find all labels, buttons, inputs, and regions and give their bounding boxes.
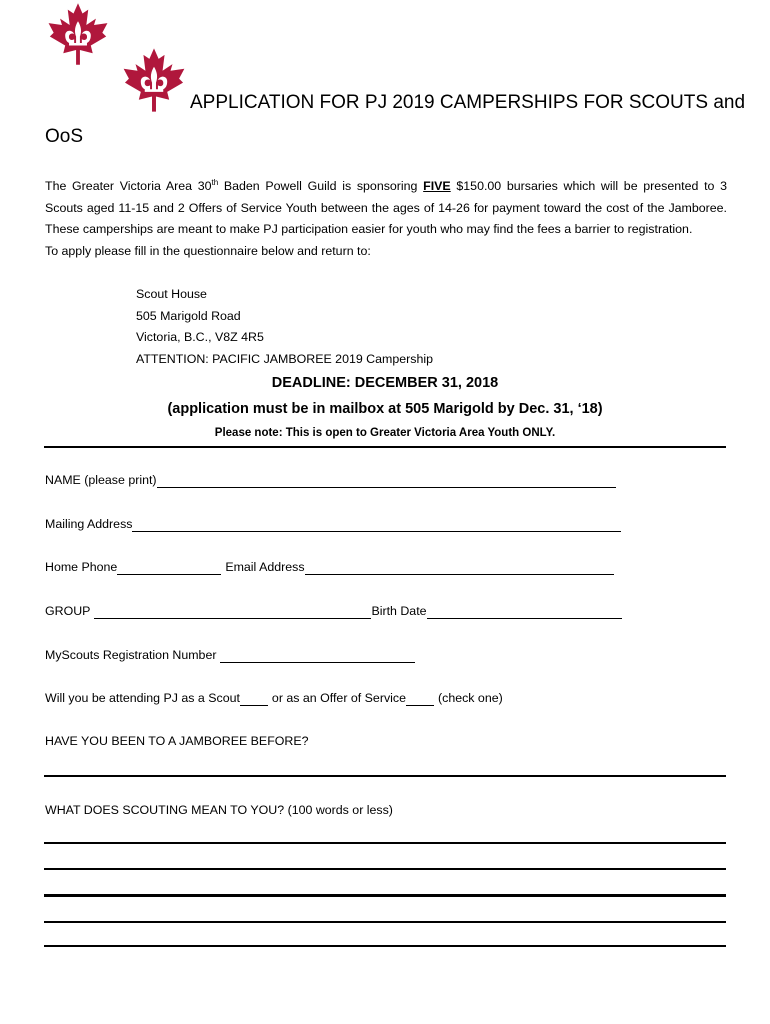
maple-leaf-fleur-de-lis-icon	[120, 47, 188, 113]
myscouts-label: MyScouts Registration Number	[45, 648, 217, 662]
email-label: Email Address	[225, 560, 305, 574]
scouting-question-row	[45, 802, 393, 818]
scouting-answer-line[interactable]	[44, 921, 726, 923]
myscouts-input-line[interactable]	[220, 650, 415, 663]
address-line: Victoria, B.C., V8Z 4R5	[136, 330, 264, 345]
address-line: ATTENTION: PACIFIC JAMBOREE 2019 Campership	[136, 352, 433, 367]
attendance-label: Will you be attending PJ as a Scout	[45, 691, 240, 705]
name-label: NAME (please print)	[45, 473, 157, 487]
scouting-answer-line[interactable]	[44, 868, 726, 870]
attendance-row	[45, 690, 503, 706]
address-line: Scout House	[136, 287, 207, 301]
offer-of-service-label: or as an Offer of Service	[271, 691, 406, 705]
maple-leaf-logo-top	[45, 2, 111, 66]
scouting-answer-line[interactable]	[44, 842, 726, 844]
scouting-answer-line[interactable]	[44, 945, 726, 947]
birth-date-input-line[interactable]	[427, 606, 622, 619]
section-divider	[44, 446, 726, 448]
jamboree-question-row	[45, 733, 309, 749]
name-input-line[interactable]	[157, 475, 616, 488]
page-title: APPLICATION FOR PJ 2019 CAMPERSHIPS FOR SCOUTS and	[190, 92, 746, 113]
return-instructions: To apply please fill in the questionnaire below and return to:	[45, 244, 371, 259]
home-phone-label: Home Phone	[45, 560, 118, 574]
scout-checkbox-line[interactable]	[240, 693, 268, 706]
group-birth-row	[45, 603, 622, 619]
maple-leaf-fleur-de-lis-icon	[45, 2, 111, 66]
deadline-subheading: (application must be in mailbox at 505 Marigold by Dec. 31, ‘18)	[167, 401, 603, 417]
myscouts-row	[45, 647, 415, 663]
scouting-question: WHAT DOES SCOUTING MEAN TO YOU? (100 words or less)	[45, 803, 393, 817]
birth-date-label: Birth Date	[371, 604, 427, 618]
jamboree-question: HAVE YOU BEEN TO A JAMBOREE BEFORE?	[45, 734, 309, 748]
jamboree-answer-line[interactable]	[44, 775, 726, 777]
email-input-line[interactable]	[305, 562, 614, 575]
intro-paragraph: The Greater Victoria Area 30th Baden Powell Guild is sponsoring FIVE $150.00 bursaries which will be presented to 3 Scouts aged 11-15 and 2 Offers of Service Youth between the ages of 14-26 for payment toward the cost of the Jamboree. These camperships are meant to make PJ participation easier for youth who may find the fees a barrier to registration.	[45, 177, 727, 237]
group-label: GROUP	[45, 604, 91, 618]
group-input-line[interactable]	[94, 606, 371, 619]
maple-leaf-logo-bottom	[120, 47, 188, 113]
phone-email-row	[45, 559, 614, 575]
eligibility-note: Please note: This is open to Greater Victoria Area Youth ONLY.	[214, 427, 556, 439]
mailing-field-row	[45, 516, 621, 532]
check-one-label: (check one)	[438, 691, 503, 705]
name-field-row	[45, 472, 616, 488]
deadline-heading: DEADLINE: DECEMBER 31, 2018	[271, 375, 499, 391]
mailing-address-input-line[interactable]	[132, 519, 621, 532]
intro-text	[45, 176, 727, 263]
mailing-address-label: Mailing Address	[45, 517, 133, 531]
scouting-answer-line[interactable]	[44, 894, 726, 897]
home-phone-input-line[interactable]	[117, 562, 221, 575]
five-emphasis: FIVE	[423, 179, 451, 193]
ordinal-suffix: th	[211, 177, 219, 187]
offer-of-service-checkbox-line[interactable]	[406, 693, 434, 706]
page-title-continued: OoS	[45, 126, 84, 147]
address-line: 505 Marigold Road	[136, 308, 241, 323]
mailing-address-block	[136, 284, 433, 371]
